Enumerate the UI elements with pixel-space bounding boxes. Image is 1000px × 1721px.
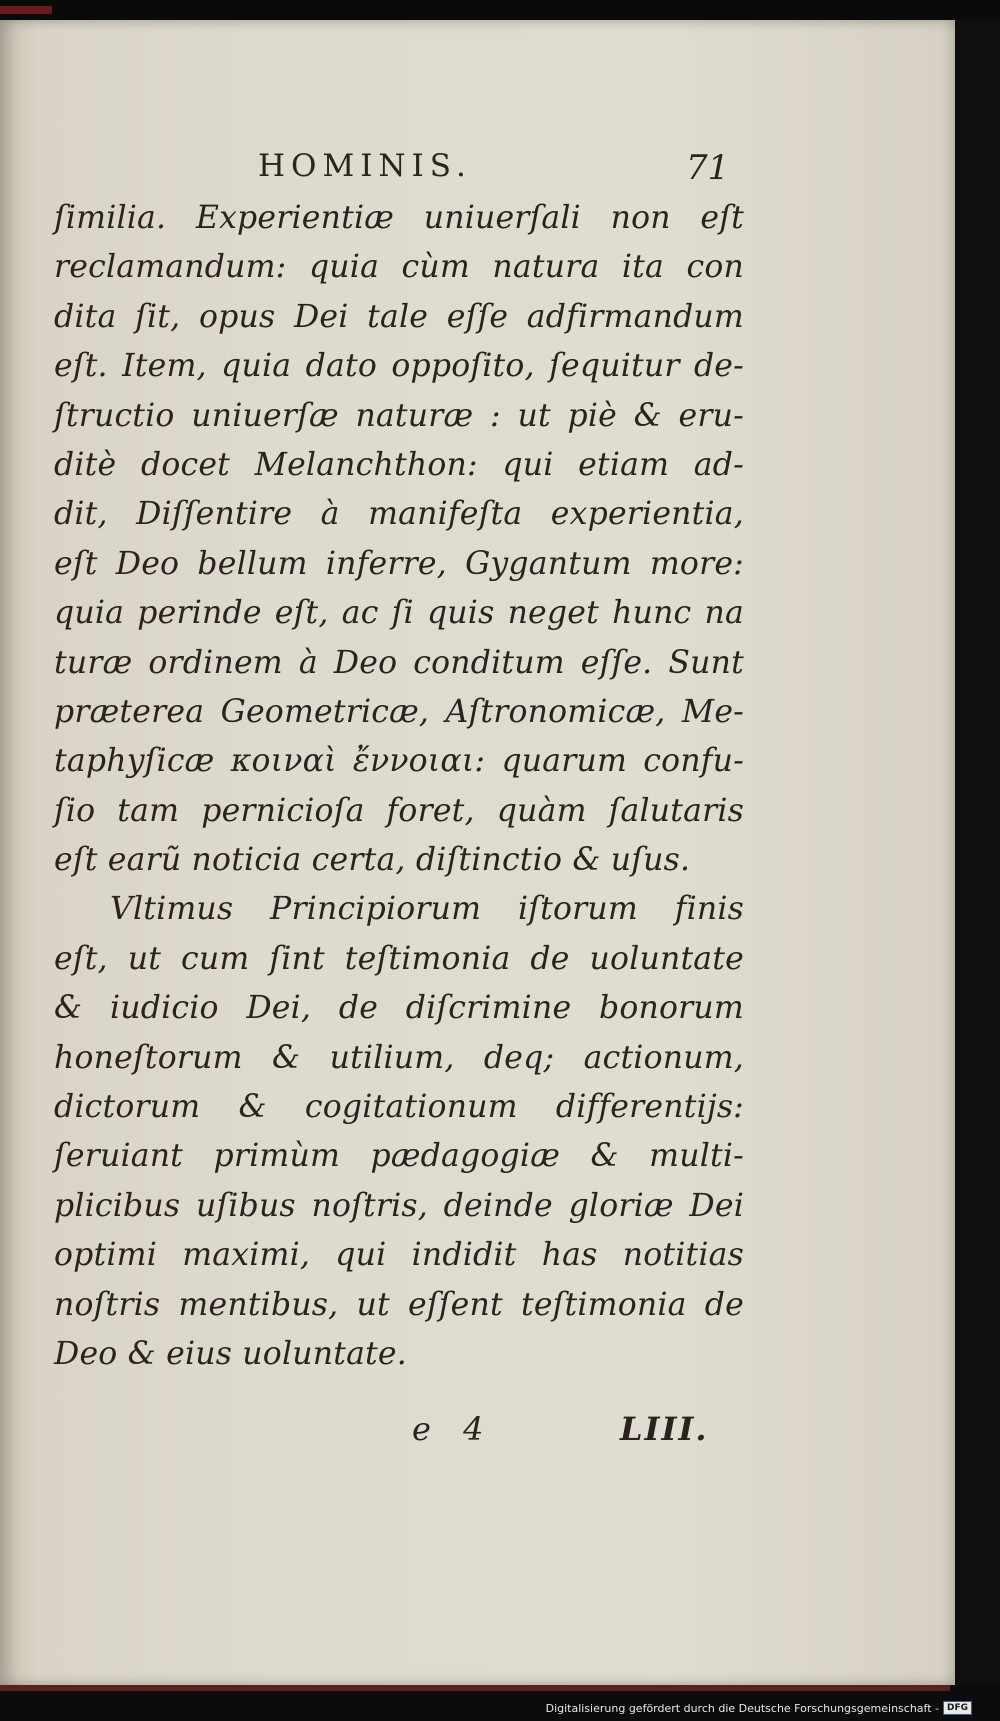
binding-bottom-edge [0,1685,950,1691]
text-line: ſeruiant primùm pædagogiæ & multi- [54,1138,744,1175]
text-line: dit, Diſſentire à manifeſta experientia, [54,496,744,533]
text-line: taphyſicæ κοιναὶ ἔννοιαι: quarum confu- [54,743,744,780]
text-line: & iudicio Dei, de diſcrimine bonorum [54,990,744,1027]
text-line: ditè docet Melanchthon: qui etiam ad- [54,446,744,483]
dfg-logo-icon: DFG [943,1701,972,1715]
text-line: dictorum & cogitationum differentijs: [54,1089,744,1126]
text-line: dita ſit, opus Dei tale eſſe adfirmandum [54,298,744,335]
running-head: HOMINIS. [258,148,472,184]
catchword: LIII. [620,1410,709,1448]
text-line: reclamandum: quia cùm natura ita con [54,249,744,286]
text-line: eſt earũ noticia certa, diſtinctio & uſus. [54,842,691,879]
text-line: ſtructio uniuerſæ naturæ : ut piè & eru- [54,397,744,434]
text-line: honeſtorum & utilium, deq; actionum, [54,1039,744,1076]
page-header [0,148,955,192]
binding-edge [0,6,52,14]
text-line: ſimilia. Experientiæ uniuerſali non eſt [54,200,744,236]
paragraph-start-line: Vltimus Principiorum iſtorum finis [110,891,744,928]
text-line: Deo & eius uoluntate. [54,1335,407,1372]
text-line: ſio tam pernicioſa foret, quàm ſalutaris [54,792,744,829]
page-footer [0,1410,955,1460]
text-line: noſtris mentibus, ut eſſent teſtimonia de [54,1286,744,1323]
body-text [54,194,744,1379]
scan-right-border [955,20,1000,1685]
text-line: eſt. Item, quia dato oppoſito, ſequitur de- [54,348,744,385]
signature-mark: e 4 [412,1410,484,1448]
text-line: plicibus uſibus noſtris, deinde gloriæ Dei [54,1187,744,1224]
text-line: præterea Geometricæ, Aſtronomicæ, Me- [54,693,744,730]
text-line: eſt, ut cum ſint teſtimonia de uoluntate [54,940,744,977]
scan-bottom-border [0,1685,1000,1721]
scan-top-border [0,0,1000,22]
text-line: optimi maximi, qui indidit has notitias [54,1237,744,1274]
credit-text: Digitalisierung gefördert durch die Deutsche Forschungsgemeinschaft - [545,1701,939,1715]
book-page [0,20,955,1685]
page-number: 71 [686,148,730,188]
text-line: eſt Deo bellum inferre, Gygantum more: [54,545,744,582]
text-line: turæ ordinem à Deo conditum eſſe. Sunt [54,644,744,681]
digitization-credit [546,1701,972,1715]
text-line: quia perinde eſt, ac ſi quis neget hunc na [54,595,744,632]
